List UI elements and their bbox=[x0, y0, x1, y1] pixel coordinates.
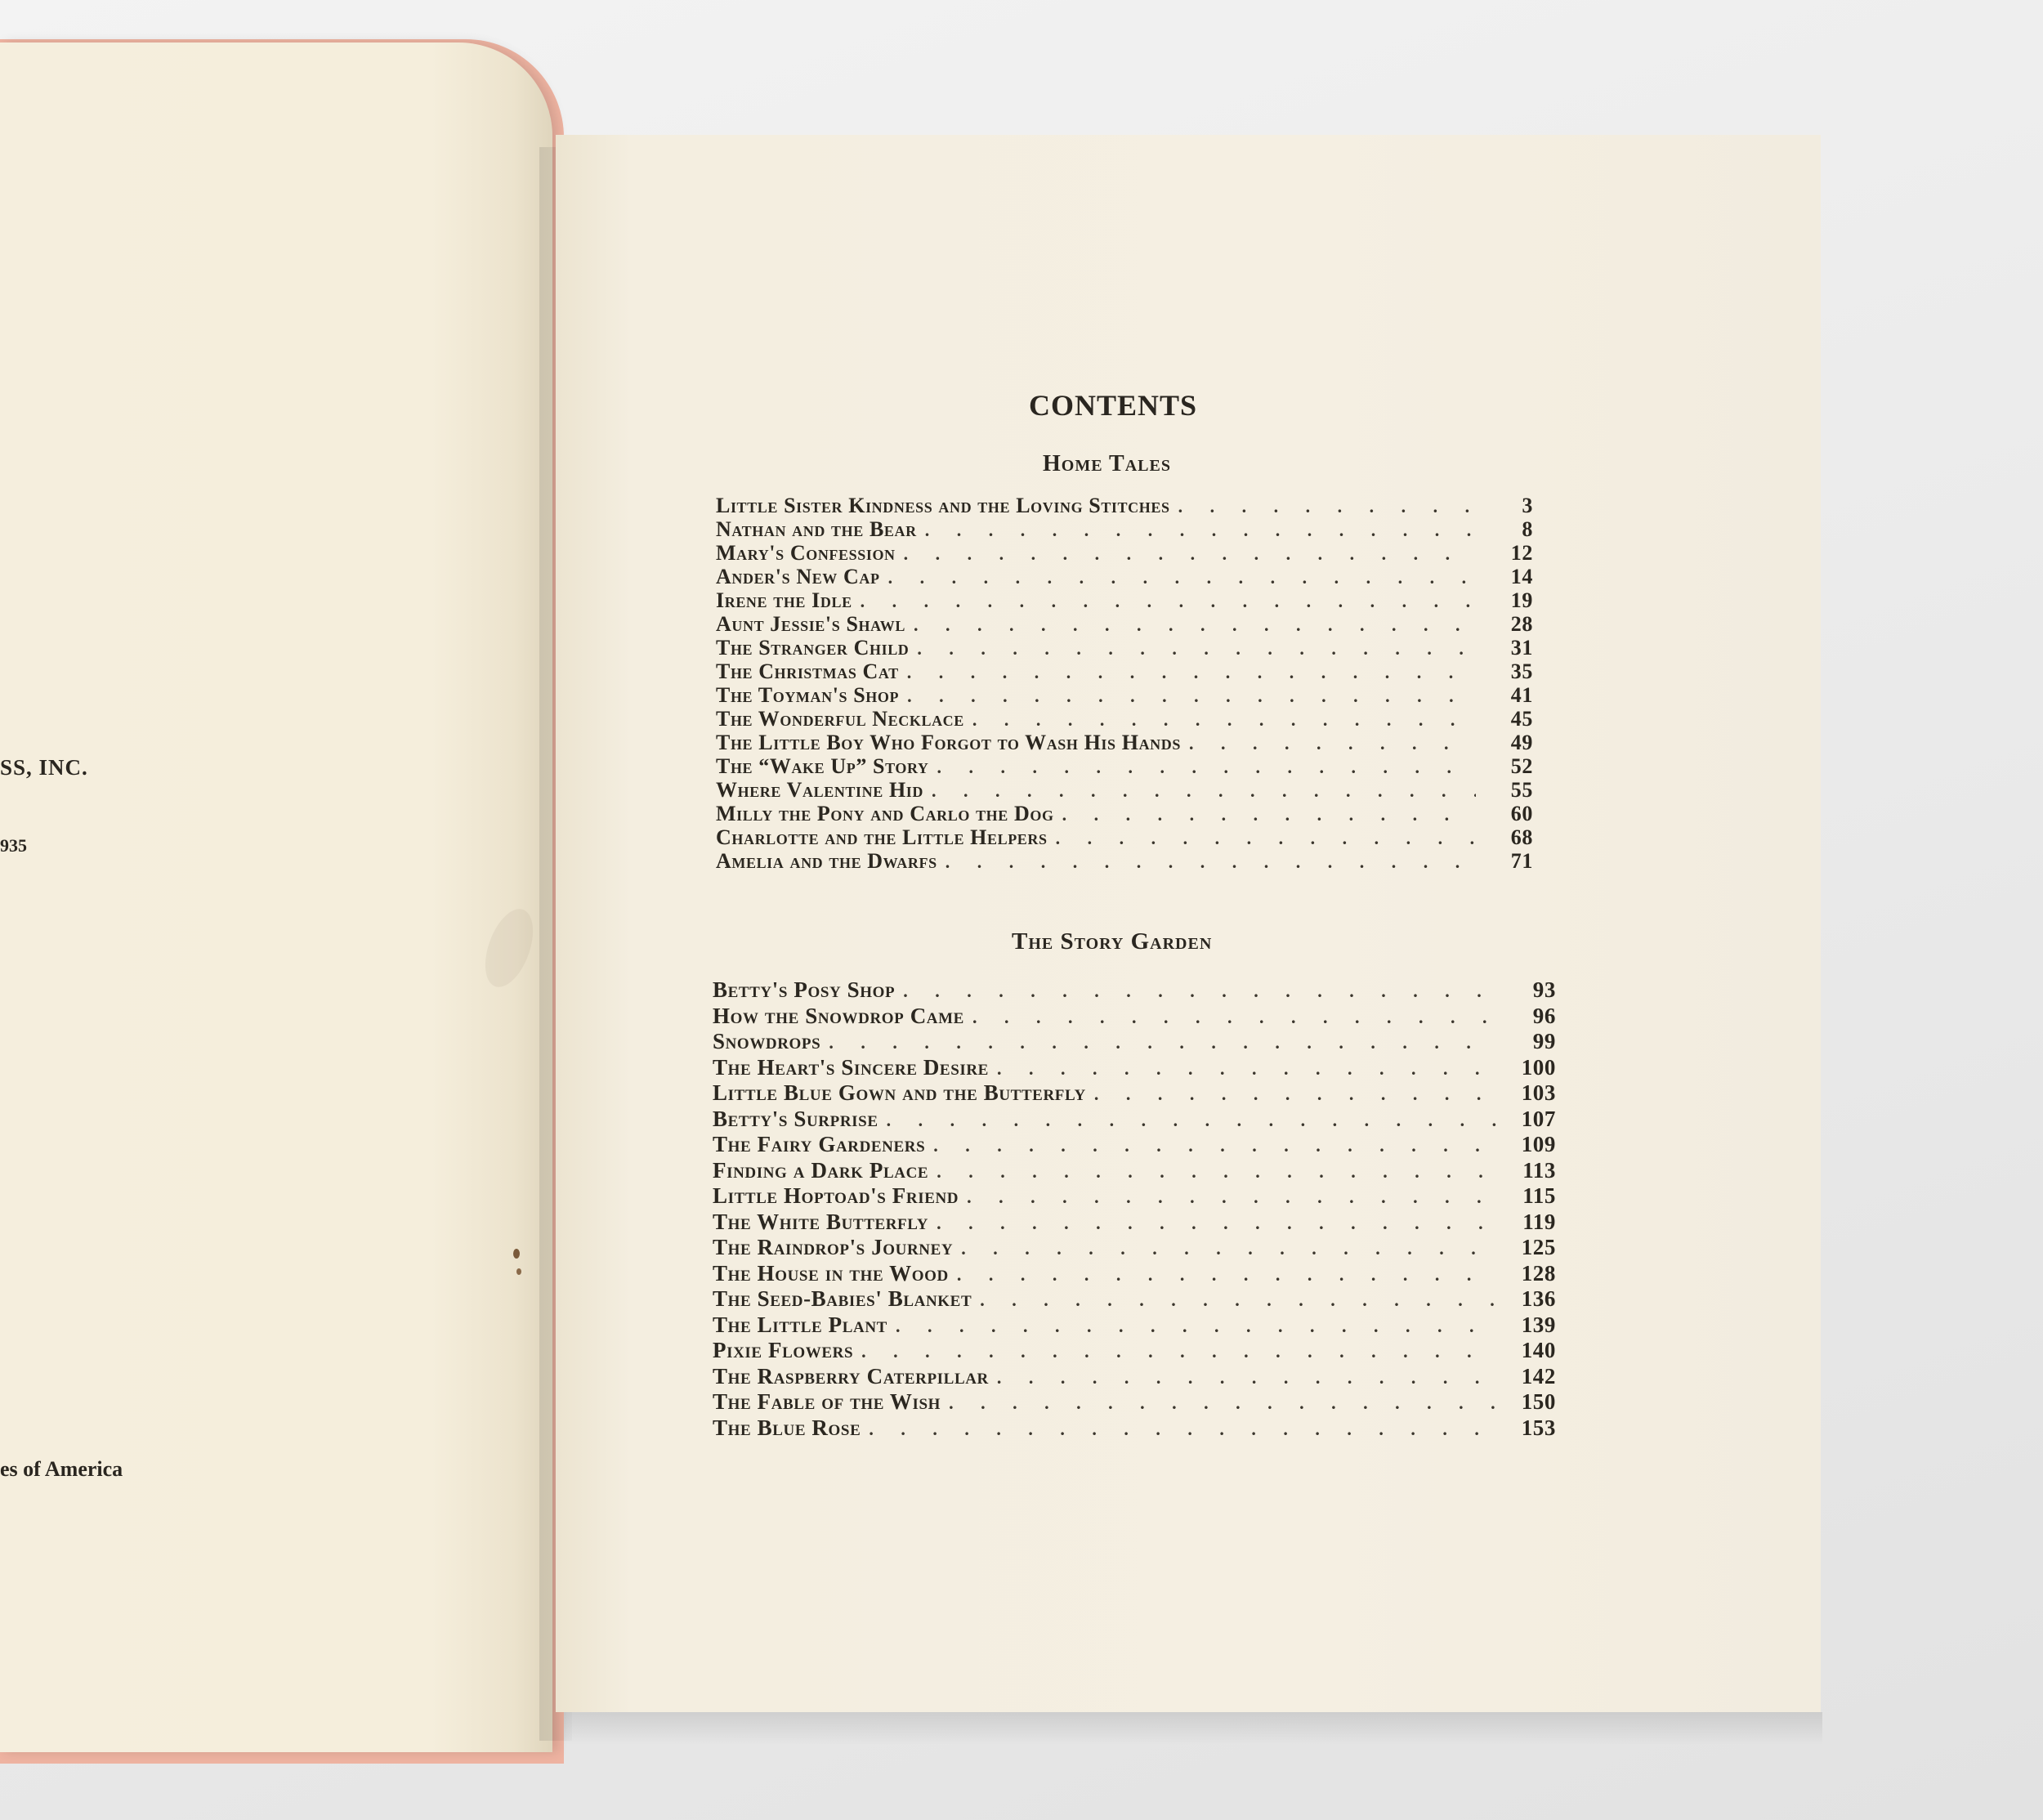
toc-dot-leader bbox=[1178, 496, 1476, 517]
toc-entry-page: 99 bbox=[1532, 1029, 1556, 1053]
toc-dot-leader bbox=[949, 1393, 1499, 1414]
toc-dot-leader bbox=[914, 615, 1476, 636]
toc-entry-page: 55 bbox=[1510, 778, 1533, 802]
toc-dot-leader bbox=[917, 638, 1476, 660]
toc-dot-leader bbox=[997, 1367, 1499, 1388]
toc-entry-title: Betty's Surprise bbox=[713, 1106, 878, 1131]
toc-entry-title: The Raspberry Caterpillar bbox=[713, 1363, 989, 1388]
toc-dot-leader bbox=[961, 1238, 1499, 1259]
toc-entry-page: 100 bbox=[1521, 1054, 1556, 1080]
toc-entry-page: 150 bbox=[1521, 1389, 1556, 1414]
toc-entry bbox=[713, 1338, 1556, 1364]
toc-entry-page: 60 bbox=[1510, 802, 1533, 825]
toc-entry-title: The Heart's Sincere Desire bbox=[713, 1054, 989, 1080]
toc-entry bbox=[713, 1055, 1556, 1081]
toc-entry bbox=[713, 977, 1556, 1004]
toc-entry bbox=[716, 541, 1533, 565]
toc-dot-leader bbox=[972, 1007, 1499, 1028]
toc-dot-leader bbox=[887, 1110, 1499, 1131]
toc-dot-leader bbox=[997, 1058, 1499, 1080]
toc-entry bbox=[713, 1029, 1556, 1055]
toc-entry bbox=[716, 683, 1533, 707]
toc-dot-leader bbox=[869, 1419, 1499, 1440]
toc-entry-title: The House in the Wood bbox=[713, 1260, 949, 1286]
toc-entry-page: 52 bbox=[1510, 754, 1533, 778]
toc-entry-title: Little Hoptoad's Friend bbox=[713, 1183, 959, 1208]
toc-entry-title: The Fable of the Wish bbox=[713, 1389, 941, 1414]
toc-entry-page: 49 bbox=[1510, 731, 1533, 754]
toc-dot-leader bbox=[888, 567, 1476, 588]
toc-dot-leader bbox=[972, 709, 1476, 731]
toc-entry-title: Little Blue Gown and the Butterfly bbox=[713, 1080, 1086, 1105]
toc-entry-page: 136 bbox=[1521, 1286, 1556, 1311]
contents-title: CONTENTS bbox=[1028, 389, 1198, 422]
toc-entry-page: 19 bbox=[1510, 588, 1533, 612]
toc-entry-title: Irene the Idle bbox=[716, 588, 852, 612]
toc-entry-title: Ander's New Cap bbox=[716, 565, 880, 588]
toc-entry bbox=[716, 707, 1533, 731]
toc-entry-page: 45 bbox=[1510, 707, 1533, 731]
toc-entry-title: Charlotte and the Little Helpers bbox=[716, 825, 1048, 849]
toc-entry bbox=[713, 1261, 1556, 1287]
toc-entry bbox=[716, 778, 1533, 802]
toc-entry-title: Snowdrops bbox=[713, 1029, 821, 1053]
publisher-imprint: SS, INC. bbox=[0, 755, 88, 780]
toc-entry-title: The Raindrop's Journey bbox=[713, 1235, 954, 1259]
toc-entry bbox=[713, 1132, 1556, 1158]
contents-page bbox=[556, 135, 1821, 1712]
toc-entry bbox=[713, 1210, 1556, 1236]
toc-entry-title: Pixie Flowers bbox=[713, 1338, 854, 1362]
toc-entry-title: The Fairy Gardeners bbox=[713, 1132, 926, 1156]
toc-entry-title: The Wonderful Necklace bbox=[716, 707, 964, 731]
toc-entry bbox=[716, 802, 1533, 825]
toc-dot-leader bbox=[957, 1264, 1499, 1286]
toc-entry-title: Finding a Dark Place bbox=[713, 1157, 929, 1183]
toc-dot-leader bbox=[861, 1341, 1499, 1362]
toc-entry-title: How the Snowdrop Came bbox=[713, 1003, 964, 1028]
toc-entry bbox=[716, 494, 1533, 517]
toc-entry bbox=[713, 1312, 1556, 1339]
toc-dot-leader bbox=[907, 686, 1476, 707]
toc-entry-title: The Stranger Child bbox=[716, 636, 910, 660]
toc-entry-title: Nathan and the Bear bbox=[716, 517, 917, 541]
toc-entry-title: Mary's Confession bbox=[716, 541, 896, 565]
toc-dot-leader bbox=[861, 591, 1476, 612]
toc-dot-leader bbox=[946, 852, 1476, 873]
toc-dot-leader bbox=[1094, 1084, 1499, 1105]
toc-dot-leader bbox=[1056, 828, 1476, 849]
toc-entry bbox=[716, 825, 1533, 849]
toc-entry-title: The Blue Rose bbox=[713, 1415, 861, 1440]
toc-list-story-garden bbox=[713, 977, 1556, 1441]
printed-in-line: es of America bbox=[0, 1457, 123, 1481]
toc-entry-page: 125 bbox=[1521, 1235, 1556, 1259]
toc-entry bbox=[716, 754, 1533, 778]
toc-entry-title: The Seed-Babies' Blanket bbox=[713, 1286, 972, 1311]
toc-entry-page: 107 bbox=[1521, 1106, 1556, 1131]
toc-entry-title: Amelia and the Dwarfs bbox=[716, 849, 937, 873]
toc-entry-title: Milly the Pony and Carlo the Dog bbox=[716, 802, 1054, 825]
toc-entry-title: Betty's Posy Shop bbox=[713, 977, 896, 1002]
toc-entry bbox=[713, 1286, 1556, 1312]
toc-list-home-tales bbox=[716, 494, 1533, 873]
page-shadow bbox=[564, 1712, 1822, 1745]
toc-entry-page: 113 bbox=[1522, 1157, 1556, 1183]
toc-entry-page: 140 bbox=[1521, 1338, 1556, 1362]
toc-entry-page: 139 bbox=[1521, 1312, 1556, 1337]
toc-entry-title: The White Butterfly bbox=[713, 1209, 929, 1234]
section-heading: Home Tales bbox=[1043, 451, 1171, 476]
toc-dot-leader bbox=[932, 780, 1476, 802]
toc-entry-page: 142 bbox=[1521, 1363, 1556, 1388]
toc-entry-page: 103 bbox=[1521, 1080, 1556, 1105]
page-spot bbox=[516, 1268, 521, 1275]
toc-entry-page: 71 bbox=[1510, 849, 1533, 873]
toc-entry-page: 93 bbox=[1532, 977, 1556, 1002]
toc-entry bbox=[713, 1107, 1556, 1133]
toc-entry bbox=[713, 1183, 1556, 1210]
toc-entry-page: 96 bbox=[1532, 1003, 1556, 1028]
toc-dot-leader bbox=[933, 1135, 1499, 1156]
section-heading: The Story Garden bbox=[1012, 928, 1213, 955]
toc-entry bbox=[716, 612, 1533, 636]
toc-dot-leader bbox=[829, 1032, 1499, 1053]
page-spot bbox=[513, 1249, 520, 1259]
toc-entry bbox=[713, 1364, 1556, 1390]
toc-dot-leader bbox=[967, 1187, 1499, 1208]
toc-entry-title: The “Wake Up” Story bbox=[716, 754, 929, 778]
toc-entry-page: 3 bbox=[1522, 494, 1533, 517]
toc-entry bbox=[716, 636, 1533, 660]
toc-entry-page: 35 bbox=[1510, 660, 1533, 683]
toc-entry-page: 109 bbox=[1521, 1132, 1556, 1156]
toc-entry-page: 12 bbox=[1510, 541, 1533, 565]
toc-entry bbox=[713, 1080, 1556, 1107]
toc-dot-leader bbox=[925, 520, 1476, 541]
toc-entry bbox=[716, 849, 1533, 873]
copyright-year: 935 bbox=[0, 835, 27, 856]
toc-dot-leader bbox=[907, 662, 1476, 683]
toc-dot-leader bbox=[937, 757, 1476, 778]
toc-entry-title: The Toyman's Shop bbox=[716, 683, 900, 707]
toc-entry-title: The Little Plant bbox=[713, 1312, 887, 1337]
toc-entry-page: 153 bbox=[1521, 1415, 1556, 1440]
toc-entry-title: Where Valentine Hid bbox=[716, 778, 923, 802]
toc-dot-leader bbox=[1062, 804, 1476, 825]
toc-entry bbox=[713, 1389, 1556, 1415]
toc-entry-page: 119 bbox=[1522, 1209, 1556, 1234]
toc-entry-title: The Christmas Cat bbox=[716, 660, 899, 683]
toc-entry-title: Aunt Jessie's Shawl bbox=[716, 612, 905, 636]
toc-entry-title: Little Sister Kindness and the Loving Stitches bbox=[716, 494, 1170, 517]
toc-entry bbox=[716, 731, 1533, 754]
toc-entry bbox=[713, 1004, 1556, 1030]
toc-dot-leader bbox=[937, 1213, 1499, 1234]
toc-entry bbox=[716, 565, 1533, 588]
toc-dot-leader bbox=[896, 1316, 1499, 1337]
toc-entry bbox=[716, 517, 1533, 541]
toc-entry bbox=[713, 1235, 1556, 1261]
toc-entry bbox=[713, 1158, 1556, 1184]
toc-entry-page: 115 bbox=[1522, 1183, 1556, 1208]
toc-dot-leader bbox=[904, 543, 1476, 565]
toc-entry bbox=[716, 660, 1533, 683]
toc-entry-page: 68 bbox=[1510, 825, 1533, 849]
toc-entry bbox=[713, 1415, 1556, 1442]
toc-entry-page: 14 bbox=[1510, 565, 1533, 588]
toc-entry-page: 8 bbox=[1522, 517, 1533, 541]
toc-entry-page: 41 bbox=[1510, 683, 1533, 707]
toc-dot-leader bbox=[1189, 733, 1476, 754]
toc-entry-page: 31 bbox=[1510, 636, 1533, 660]
toc-entry-page: 128 bbox=[1521, 1260, 1556, 1286]
toc-dot-leader bbox=[937, 1161, 1499, 1183]
toc-entry-title: The Little Boy Who Forgot to Wash His Hands bbox=[716, 731, 1181, 754]
toc-dot-leader bbox=[980, 1290, 1499, 1311]
toc-entry bbox=[716, 588, 1533, 612]
left-page bbox=[0, 42, 552, 1752]
toc-entry-page: 28 bbox=[1510, 612, 1533, 636]
toc-dot-leader bbox=[903, 981, 1499, 1002]
